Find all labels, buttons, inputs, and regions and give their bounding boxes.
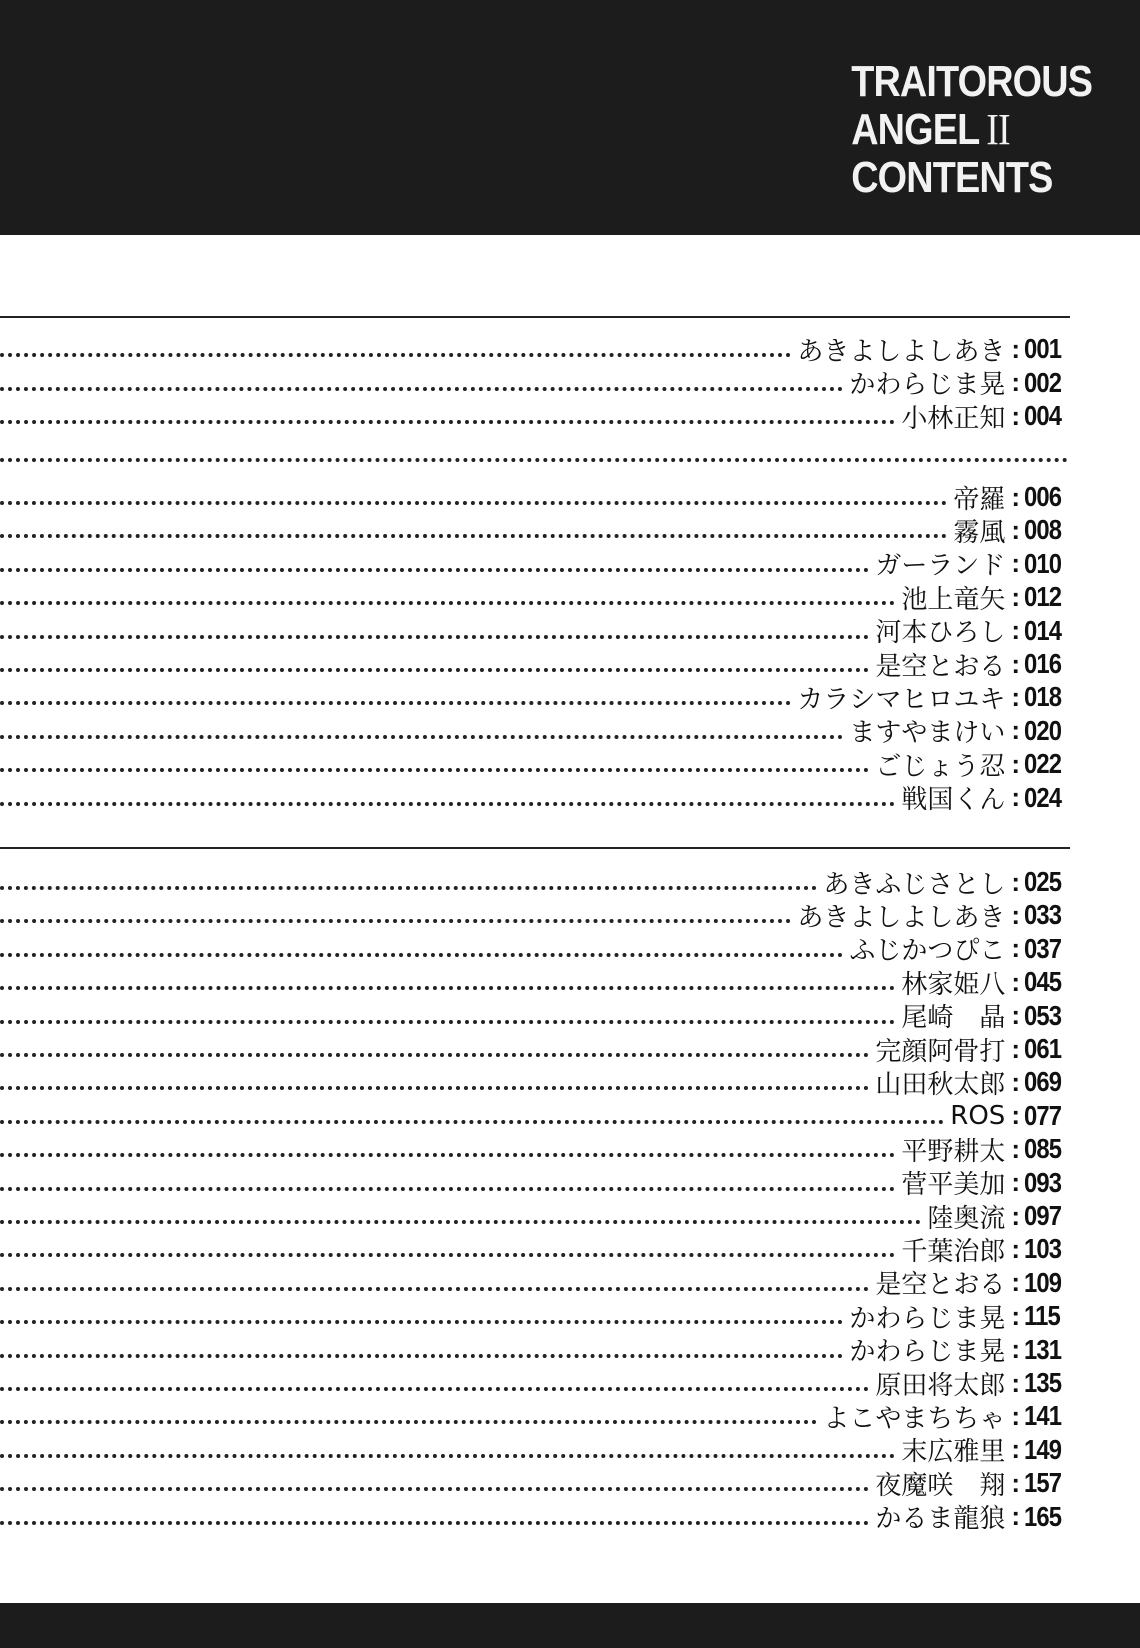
toc-entry [0,933,1072,965]
toc-entry [0,899,1072,931]
dot-leader [0,701,791,705]
entry-separator: : [1011,367,1020,397]
dot-leader [0,1354,843,1358]
toc-entry [0,1467,1072,1499]
section-leader-line [0,458,1068,462]
entry-author: ますやまけい [849,718,1006,749]
dot-leader [0,1420,817,1424]
toc-entry [0,1300,1072,1332]
toc-entry [0,1501,1072,1533]
toc-entry [0,866,1072,898]
entry-page-number: 061 [1024,1033,1062,1064]
dot-leader [0,1220,921,1224]
toc-entry [0,1200,1072,1232]
entry-author: 是空とおる [875,1270,1006,1301]
dot-leader [0,1020,895,1024]
dot-leader [0,568,869,572]
dot-leader [0,1053,869,1057]
toc-entry [0,1434,1072,1466]
dot-leader [0,735,843,739]
toc-entry [0,1000,1072,1032]
dot-leader [0,1487,869,1491]
toc-entry [0,481,1072,513]
title-line-1: TRAITOROUS [851,57,1092,106]
volume-numeral: II [986,105,1010,154]
entry-page-number: 165 [1024,1500,1062,1532]
dot-leader [0,1120,944,1124]
entry-page-number: 006 [1024,481,1062,512]
entry-author: かわらじま晃 [849,370,1006,400]
dot-leader [0,1387,869,1391]
toc-entry [0,1267,1072,1299]
dot-leader [0,534,947,538]
entry-page-number: 008 [1024,514,1062,546]
entry-author: 戦国くん [901,785,1006,816]
dot-leader [0,1187,895,1191]
entry-page-number: 157 [1024,1467,1062,1499]
entry-page-number: 141 [1024,1400,1062,1432]
toc-entry [0,966,1072,998]
dot-leader [0,353,791,357]
entry-page-number: 077 [1024,1099,1062,1131]
entry-author: カラシマヒロユキ [797,684,1006,715]
entry-separator: : [1011,1167,1020,1198]
entry-separator: : [1011,966,1020,997]
entry-author: かわらじま晃 [849,1337,1006,1368]
entry-author: 陸奥流 [927,1203,1006,1234]
entry-author: 完顔阿骨打 [875,1036,1006,1067]
dot-leader [0,387,843,391]
toc-entry [0,333,1072,365]
entry-separator: : [1011,1367,1020,1398]
entry-page-number: 037 [1024,932,1062,964]
entry-separator: : [1011,1200,1020,1231]
toc-entry [0,367,1072,399]
entry-separator: : [1011,1334,1020,1365]
entry-separator: : [1011,1233,1020,1264]
title-line-3: CONTENTS [851,153,1053,202]
entry-author: 霧風 [953,517,1006,548]
entry-separator: : [1011,1066,1020,1097]
entry-page-number: 022 [1024,748,1062,780]
entry-author: 末広雅里 [901,1437,1006,1468]
entry-page-number: 131 [1024,1333,1062,1365]
entry-author: かわらじま晃 [849,1303,1006,1334]
entry-separator: : [1011,1501,1020,1532]
toc-entry [0,1167,1072,1199]
entry-author: 河本ひろし [875,618,1006,649]
dot-leader [0,1320,843,1324]
toc-entry [0,1033,1072,1065]
entry-author: 千葉治郎 [901,1236,1006,1267]
dot-leader [0,635,869,639]
entry-author: ふじかつぴこ [849,936,1006,967]
entry-separator: : [1011,1000,1020,1031]
entry-author: 小林正知 [901,403,1006,434]
entry-page-number: 097 [1024,1200,1062,1231]
entry-author: 是空とおる [875,651,1006,682]
dot-leader [0,986,895,990]
entry-author: ごじょう忍 [875,751,1006,782]
entry-author: 菅平美加 [901,1170,1006,1201]
entry-author: あきふじさとし [823,869,1006,900]
entry-separator: : [1011,400,1020,431]
entry-page-number: 093 [1024,1166,1062,1198]
entry-author: 山田秋太郎 [875,1069,1006,1100]
title-line-2 [851,106,1092,154]
entry-author: 夜魔咲 翔 [875,1470,1006,1501]
entry-separator: : [1011,333,1020,364]
toc-entry [0,1400,1072,1432]
entry-separator: : [1011,715,1020,746]
dot-leader [0,1153,895,1157]
dot-leader [0,1521,869,1525]
toc-entry [0,748,1072,780]
entry-page-number: 135 [1024,1367,1062,1398]
entry-author: 池上竜矢 [901,584,1006,615]
entry-page-number: 001 [1024,333,1062,364]
entry-separator: : [1011,1400,1020,1431]
toc-entry [0,548,1072,580]
footer-band [0,1603,1140,1648]
entry-page-number: 033 [1024,899,1062,931]
entry-page-number: 103 [1024,1233,1062,1265]
toc-entry [0,648,1072,680]
entry-separator: : [1011,748,1020,779]
toc-entry [0,400,1072,432]
dot-leader [0,420,895,424]
entry-separator: : [1011,1100,1020,1131]
entry-separator: : [1011,1267,1020,1298]
dot-leader [0,501,947,505]
entry-separator: : [1011,782,1020,813]
entry-page-number: 012 [1024,581,1062,613]
entry-separator: : [1011,899,1020,930]
entry-separator: : [1011,481,1020,512]
entry-page-number: 018 [1024,681,1062,713]
entry-separator: : [1011,933,1020,964]
header-band [0,0,1140,235]
dot-leader [0,601,895,605]
entry-page-number: 020 [1024,714,1062,746]
entry-page-number: 149 [1024,1433,1062,1465]
section-divider [0,847,1070,849]
entry-page-number: 115 [1024,1300,1060,1332]
entry-separator: : [1011,548,1020,579]
dot-leader [0,919,791,923]
entry-author: ROS [950,1100,1006,1131]
entry-separator: : [1011,1434,1020,1465]
contents-title [851,58,1092,202]
section-divider [0,316,1070,318]
entry-separator: : [1011,1467,1020,1498]
entry-page-number: 002 [1024,366,1062,398]
toc-entry [0,514,1072,546]
entry-page-number: 010 [1024,547,1062,579]
toc-entry [0,1100,1072,1132]
entry-author: 帝羅 [953,484,1006,515]
toc-entry [0,681,1072,713]
toc-entry [0,581,1072,613]
dot-leader [0,1454,895,1458]
entry-author: ガーランド [875,551,1006,582]
toc-entry [0,782,1072,814]
title-line-2-text: ANGEL [851,105,980,154]
dot-leader [0,1287,869,1291]
entry-author: よこやまちちゃ [823,1403,1006,1434]
dot-leader [0,886,817,890]
entry-separator: : [1011,866,1020,897]
entry-separator: : [1011,581,1020,612]
toc-entry [0,1233,1072,1265]
entry-separator: : [1011,615,1020,646]
entry-page-number: 085 [1024,1133,1062,1165]
entry-separator: : [1011,648,1020,679]
toc-entry [0,1334,1072,1366]
dot-leader [0,668,869,672]
entry-separator: : [1011,681,1020,712]
entry-page-number: 016 [1024,648,1062,679]
entry-separator: : [1011,1033,1020,1064]
entry-page-number: 004 [1024,400,1062,431]
entry-author: 尾崎 晶 [901,1003,1006,1034]
entry-page-number: 045 [1024,966,1062,998]
dot-leader [0,1253,895,1257]
entry-author: あきよしよしあき [797,902,1006,933]
entry-separator: : [1011,1133,1020,1164]
dot-leader [0,802,895,806]
entry-author: 平野耕太 [901,1136,1006,1167]
dot-leader [0,1086,869,1090]
entry-page-number: 109 [1024,1266,1062,1298]
toc-entry [0,1066,1072,1098]
entry-author: かるま龍狼 [875,1504,1006,1535]
entry-page-number: 014 [1024,614,1062,646]
entry-author: あきよしよしあき [797,336,1006,367]
toc-entry [0,1133,1072,1165]
entry-page-number: 024 [1024,781,1062,813]
entry-page-number: 069 [1024,1066,1062,1098]
entry-page-number: 053 [1024,999,1062,1031]
entry-separator: : [1011,1300,1020,1331]
entry-author: 原田将太郎 [875,1370,1006,1401]
entry-separator: : [1011,514,1020,545]
dot-leader [0,768,869,772]
entry-author: 林家姫八 [901,969,1006,1000]
toc-entry [0,715,1072,747]
dot-leader [0,953,843,957]
toc-entry [0,615,1072,647]
entry-page-number: 025 [1024,866,1062,897]
toc-entry [0,1367,1072,1399]
